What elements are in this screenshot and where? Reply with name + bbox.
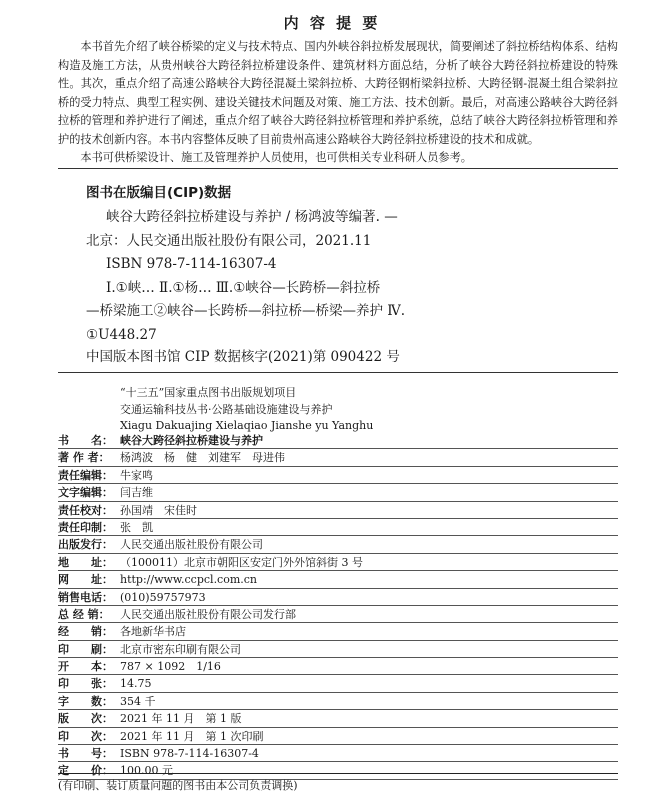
info-value: (010)59757973 [120,590,206,604]
info-label: 经 销： [58,625,113,639]
info-value: 孙国靖 宋佳时 [120,503,197,517]
info-label: 版 次： [58,712,113,726]
info-label: 文字编辑： [58,486,113,500]
info-row [58,693,618,710]
info-value: ISBN 978-7-114-16307-4 [120,747,259,761]
divider [58,773,618,774]
info-label: 总 经 销： [58,607,110,621]
info-value: http://www.ccpcl.com.cn [120,573,258,587]
series-line: 交通运输科技丛书·公路基础设施建设与养护 [120,402,333,416]
info-label: 开 本： [58,660,113,674]
info-value: 杨鸿波 杨 健 刘建军 母进伟 [120,451,285,465]
info-row [58,449,618,466]
info-label: 著 作 者： [58,451,110,465]
info-value: 787 × 1092 1/16 [120,660,221,674]
info-label: 销售电话： [58,590,113,604]
summary-text [58,38,618,168]
info-label: 责任校对： [58,503,113,517]
cip-line: 北京：人民交通出版社股份有限公司，2021.11 [86,232,372,249]
info-value: 354 千 [120,694,156,708]
summary-paragraph: 本书首先介绍了峡谷桥梁的定义与技术特点、国内外峡谷斜拉桥发展现状，简要阐述了斜拉桥结构体系、结构构造及施工方法，从贵州峡谷大跨径斜拉桥建设条件、建筑材料方面总结，分析了峡谷大跨径斜拉桥建设的特殊性。其次，重点介绍了高速公路峡谷大跨径混凝土梁斜拉桥、大跨径钢桁梁斜拉桥、大跨径钢-混凝土组合梁斜拉桥的受力特点、典型工程实例、建设关键技术问题及对策、施工方法、技术创新。最后，对高速公路峡谷大跨径斜拉桥的管理和养护进行了阐述，重点介绍了峡谷大跨径斜拉桥管理和养护系统，总结了峡谷大跨径斜拉桥管理和养护的技术创新内容。本书内容整体反映了目前贵州高速公路峡谷大跨径斜拉桥建设的技术和成就。 [58,40,618,146]
info-label: 责任编辑： [58,468,113,482]
info-value: 闫吉维 [120,486,153,500]
info-row [58,432,618,449]
info-row [58,571,618,588]
info-row [58,484,618,501]
info-label: 书 号： [58,747,113,761]
info-value: 各地新华书店 [120,625,186,639]
info-value: 14.75 [120,677,152,691]
info-label: 网 址： [58,573,113,587]
info-row [58,675,618,692]
info-row [58,519,618,536]
info-value: 人民交通出版社股份有限公司发行部 [120,607,296,621]
info-row [58,554,618,571]
info-value: 峡谷大跨径斜拉桥建设与养护 [120,434,263,447]
info-value: 2021 年 11 月 第 1 次印刷 [120,729,264,743]
summary-paragraph: 本书可供桥梁设计、施工及管理养护人员使用，也可供相关专业科研人员参考。 [80,151,472,164]
cip-line: Ⅰ.①峡… Ⅱ.①杨… Ⅲ.①峡谷—长跨桥—斜拉桥 [106,279,381,296]
info-label: 印 次： [58,729,113,743]
info-row [58,589,618,606]
divider [58,372,618,373]
info-row [58,536,618,553]
info-label: 字 数： [58,694,113,708]
cip-line: ①U448.27 [86,326,157,343]
footer-note: (有印刷、装订质量问题的图书由本公司负责调换) [58,779,298,792]
info-value: 人民交通出版社股份有限公司 [120,538,263,552]
series-line: Xiagu Dakuajing Xielaqiao Jianshe yu Yanghu [120,419,374,432]
publication-info [58,432,618,780]
divider [58,168,618,169]
info-value: 张 凯 [120,520,153,534]
info-row [58,606,618,623]
info-row [58,728,618,745]
info-label: 印 张： [58,677,113,691]
info-row [58,745,618,762]
info-label: 定 价： [58,764,113,778]
info-row [58,502,618,519]
info-value: 2021 年 11 月 第 1 版 [120,712,242,726]
info-row [58,623,618,640]
info-row [58,467,618,484]
cip-data [86,206,606,347]
cip-number: 中国版本图书馆 CIP 数据核字(2021)第 090422 号 [86,349,400,365]
info-row [58,658,618,675]
info-row [58,710,618,727]
info-label: 印 刷： [58,642,113,656]
series-info [120,385,373,435]
info-label: 出版发行： [58,538,113,552]
cip-header: 图书在版编目(CIP)数据 [86,185,232,201]
info-value: 100.00 元 [120,764,173,778]
info-value: 北京市密东印刷有限公司 [120,642,241,656]
info-label: 书 名： [58,434,113,447]
info-value: 牛家鸣 [120,468,153,482]
info-label: 责任印制： [58,520,113,534]
info-value: （100011）北京市朝阳区安定门外外馆斜街 3 号 [120,555,363,569]
series-line: “十三五”国家重点图书出版规划项目 [120,386,297,399]
cip-line: —桥梁施工②峡谷—长跨桥—斜拉桥—桥梁—养护 Ⅳ. [86,303,406,319]
cip-line: 峡谷大跨径斜拉桥建设与养护 / 杨鸿波等编著. — [106,209,398,225]
info-label: 地 址： [58,555,113,569]
summary-title: 内 容 提 要 [283,14,381,32]
info-row [58,641,618,658]
cip-line: ISBN 978-7-114-16307-4 [106,256,277,272]
